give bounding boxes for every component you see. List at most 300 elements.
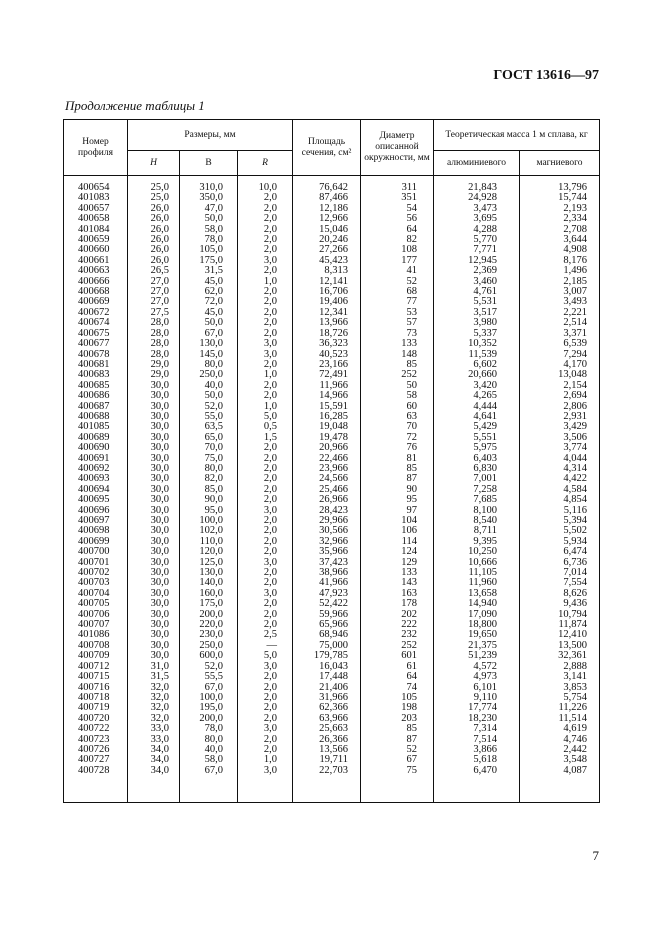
area-cell: 26,366 xyxy=(293,735,361,745)
aluminium-mass-cell: 19,650 xyxy=(434,630,520,640)
spacer-cell xyxy=(128,776,180,803)
r-cell: 2,0 xyxy=(238,381,293,391)
b-cell: 80,0 xyxy=(180,360,238,370)
h-cell: 28,0 xyxy=(128,318,180,328)
magnesium-mass-cell: 3,506 xyxy=(520,433,600,443)
b-cell: 85,0 xyxy=(180,485,238,495)
header-theoretical-mass: Теоретическая масса 1 м сплава, кг xyxy=(434,120,600,151)
aluminium-mass-cell: 3,473 xyxy=(434,204,520,214)
aluminium-mass-cell: 3,866 xyxy=(434,745,520,755)
diameter-cell: 203 xyxy=(361,714,434,724)
profile-number-cell: 400666 xyxy=(64,277,128,287)
h-cell: 26,5 xyxy=(128,266,180,276)
area-cell: 35,966 xyxy=(293,547,361,557)
b-cell: 75,0 xyxy=(180,454,238,464)
h-cell: 28,0 xyxy=(128,339,180,349)
h-cell: 30,0 xyxy=(128,526,180,536)
h-cell: 30,0 xyxy=(128,464,180,474)
area-cell: 40,523 xyxy=(293,350,361,360)
area-cell: 179,785 xyxy=(293,651,361,661)
diameter-cell: 72 xyxy=(361,433,434,443)
area-cell: 63,966 xyxy=(293,714,361,724)
profile-number-cell: 400678 xyxy=(64,350,128,360)
h-cell: 30,0 xyxy=(128,651,180,661)
table-row xyxy=(64,391,600,401)
area-cell: 47,923 xyxy=(293,589,361,599)
spacer-cell xyxy=(434,776,520,803)
r-cell: 2,0 xyxy=(238,308,293,318)
h-cell: 26,0 xyxy=(128,245,180,255)
diameter-cell: 124 xyxy=(361,547,434,557)
area-cell: 22,466 xyxy=(293,454,361,464)
aluminium-mass-cell: 9,395 xyxy=(434,537,520,547)
profile-number-cell: 400723 xyxy=(64,735,128,745)
aluminium-mass-cell: 2,369 xyxy=(434,266,520,276)
b-cell: 67,0 xyxy=(180,766,238,776)
r-cell: 3,0 xyxy=(238,256,293,266)
h-cell: 34,0 xyxy=(128,755,180,765)
b-cell: 50,0 xyxy=(180,214,238,224)
diameter-cell: 81 xyxy=(361,454,434,464)
magnesium-mass-cell: 32,361 xyxy=(520,651,600,661)
r-cell: 1,5 xyxy=(238,433,293,443)
header-area: Площадь сечения, см² xyxy=(293,120,361,176)
diameter-cell: 68 xyxy=(361,287,434,297)
diameter-cell: 351 xyxy=(361,193,434,203)
magnesium-mass-cell: 5,116 xyxy=(520,506,600,516)
r-cell: — xyxy=(238,641,293,651)
profile-number-cell: 400728 xyxy=(64,766,128,776)
magnesium-mass-cell: 5,754 xyxy=(520,693,600,703)
h-cell: 27,0 xyxy=(128,277,180,287)
aluminium-mass-cell: 4,973 xyxy=(434,672,520,682)
h-cell: 27,5 xyxy=(128,308,180,318)
diameter-cell: 252 xyxy=(361,641,434,651)
magnesium-mass-cell: 8,626 xyxy=(520,589,600,599)
profile-number-cell: 400696 xyxy=(64,506,128,516)
diameter-cell: 41 xyxy=(361,266,434,276)
b-cell: 80,0 xyxy=(180,735,238,745)
magnesium-mass-cell: 4,044 xyxy=(520,454,600,464)
b-cell: 95,0 xyxy=(180,506,238,516)
area-cell: 24,566 xyxy=(293,474,361,484)
aluminium-mass-cell: 5,618 xyxy=(434,755,520,765)
diameter-cell: 52 xyxy=(361,277,434,287)
diameter-cell: 67 xyxy=(361,755,434,765)
h-cell: 30,0 xyxy=(128,506,180,516)
r-cell: 2,0 xyxy=(238,297,293,307)
area-cell: 25,663 xyxy=(293,724,361,734)
b-cell: 63,5 xyxy=(180,422,238,432)
aluminium-mass-cell: 6,101 xyxy=(434,683,520,693)
profile-number-cell: 400692 xyxy=(64,464,128,474)
area-cell: 76,642 xyxy=(293,183,361,193)
h-cell: 28,0 xyxy=(128,350,180,360)
profile-number-cell: 400675 xyxy=(64,329,128,339)
table-row xyxy=(64,724,600,734)
aluminium-mass-cell: 7,685 xyxy=(434,495,520,505)
b-cell: 67,0 xyxy=(180,329,238,339)
b-cell: 55,5 xyxy=(180,672,238,682)
b-cell: 70,0 xyxy=(180,443,238,453)
diameter-cell: 70 xyxy=(361,422,434,432)
profile-number-cell: 400709 xyxy=(64,651,128,661)
b-cell: 40,0 xyxy=(180,381,238,391)
aluminium-mass-cell: 7,314 xyxy=(434,724,520,734)
h-cell: 26,0 xyxy=(128,214,180,224)
diameter-cell: 56 xyxy=(361,214,434,224)
header-h: H xyxy=(128,151,180,176)
profile-number-cell: 400654 xyxy=(64,183,128,193)
r-cell: 2,0 xyxy=(238,391,293,401)
area-cell: 23,166 xyxy=(293,360,361,370)
magnesium-mass-cell: 2,442 xyxy=(520,745,600,755)
area-cell: 19,048 xyxy=(293,422,361,432)
h-cell: 30,0 xyxy=(128,474,180,484)
profile-number-cell: 400661 xyxy=(64,256,128,266)
h-cell: 30,0 xyxy=(128,578,180,588)
area-cell: 14,966 xyxy=(293,391,361,401)
area-cell: 11,966 xyxy=(293,381,361,391)
r-cell: 3,0 xyxy=(238,506,293,516)
magnesium-mass-cell: 4,619 xyxy=(520,724,600,734)
aluminium-mass-cell: 18,230 xyxy=(434,714,520,724)
b-cell: 40,0 xyxy=(180,745,238,755)
area-cell: 19,478 xyxy=(293,433,361,443)
r-cell: 2,0 xyxy=(238,537,293,547)
diameter-cell: 97 xyxy=(361,506,434,516)
aluminium-mass-cell: 7,001 xyxy=(434,474,520,484)
h-cell: 29,0 xyxy=(128,360,180,370)
b-cell: 130,0 xyxy=(180,339,238,349)
magnesium-mass-cell: 13,048 xyxy=(520,370,600,380)
area-cell: 16,706 xyxy=(293,287,361,297)
profile-number-cell: 400690 xyxy=(64,443,128,453)
header-dimensions: Размеры, мм xyxy=(128,120,293,151)
b-cell: 67,0 xyxy=(180,683,238,693)
diameter-cell: 64 xyxy=(361,672,434,682)
profile-number-cell: 400715 xyxy=(64,672,128,682)
magnesium-mass-cell: 12,410 xyxy=(520,630,600,640)
spacer-cell xyxy=(238,776,293,803)
magnesium-mass-cell: 6,539 xyxy=(520,339,600,349)
magnesium-mass-cell: 13,500 xyxy=(520,641,600,651)
aluminium-mass-cell: 11,960 xyxy=(434,578,520,588)
r-cell: 10,0 xyxy=(238,183,293,193)
b-cell: 47,0 xyxy=(180,204,238,214)
area-cell: 15,591 xyxy=(293,402,361,412)
magnesium-mass-cell: 2,694 xyxy=(520,391,600,401)
b-cell: 55,0 xyxy=(180,412,238,422)
diameter-cell: 60 xyxy=(361,402,434,412)
magnesium-mass-cell: 3,548 xyxy=(520,755,600,765)
h-cell: 30,0 xyxy=(128,610,180,620)
table-body xyxy=(64,176,600,803)
r-cell: 2,0 xyxy=(238,193,293,203)
diameter-cell: 198 xyxy=(361,703,434,713)
h-cell: 32,0 xyxy=(128,693,180,703)
h-cell: 32,0 xyxy=(128,714,180,724)
h-cell: 30,0 xyxy=(128,537,180,547)
b-cell: 52,0 xyxy=(180,402,238,412)
r-cell: 2,0 xyxy=(238,225,293,235)
magnesium-mass-cell: 2,221 xyxy=(520,308,600,318)
h-cell: 33,0 xyxy=(128,724,180,734)
r-cell: 5,0 xyxy=(238,412,293,422)
r-cell: 2,0 xyxy=(238,204,293,214)
aluminium-mass-cell: 14,940 xyxy=(434,599,520,609)
magnesium-mass-cell: 3,644 xyxy=(520,235,600,245)
h-cell: 30,0 xyxy=(128,485,180,495)
magnesium-mass-cell: 4,746 xyxy=(520,735,600,745)
aluminium-mass-cell: 4,641 xyxy=(434,412,520,422)
r-cell: 1,0 xyxy=(238,755,293,765)
magnesium-mass-cell: 3,141 xyxy=(520,672,600,682)
aluminium-mass-cell: 3,420 xyxy=(434,381,520,391)
header-magnesium: магниевого xyxy=(520,151,600,176)
r-cell: 2,0 xyxy=(238,329,293,339)
profile-number-cell: 400706 xyxy=(64,610,128,620)
magnesium-mass-cell: 3,853 xyxy=(520,683,600,693)
b-cell: 310,0 xyxy=(180,183,238,193)
r-cell: 2,0 xyxy=(238,735,293,745)
h-cell: 30,0 xyxy=(128,454,180,464)
aluminium-mass-cell: 3,460 xyxy=(434,277,520,287)
diameter-cell: 87 xyxy=(361,474,434,484)
diameter-cell: 64 xyxy=(361,225,434,235)
r-cell: 2,0 xyxy=(238,235,293,245)
h-cell: 34,0 xyxy=(128,745,180,755)
spacer-cell xyxy=(180,776,238,803)
magnesium-mass-cell: 13,796 xyxy=(520,183,600,193)
r-cell: 3,0 xyxy=(238,558,293,568)
h-cell: 27,0 xyxy=(128,287,180,297)
document-header: ГОСТ 13616—97 xyxy=(493,68,599,83)
b-cell: 130,0 xyxy=(180,568,238,578)
diameter-cell: 85 xyxy=(361,724,434,734)
diameter-cell: 163 xyxy=(361,589,434,599)
profile-number-cell: 400659 xyxy=(64,235,128,245)
r-cell: 2,0 xyxy=(238,474,293,484)
profile-number-cell: 400672 xyxy=(64,308,128,318)
diameter-cell: 114 xyxy=(361,537,434,547)
profile-number-cell: 400712 xyxy=(64,662,128,672)
diameter-cell: 601 xyxy=(361,651,434,661)
r-cell: 2,0 xyxy=(238,599,293,609)
spacer-cell xyxy=(520,776,600,803)
magnesium-mass-cell: 11,514 xyxy=(520,714,600,724)
diameter-cell: 77 xyxy=(361,297,434,307)
magnesium-mass-cell: 8,176 xyxy=(520,256,600,266)
area-cell: 21,406 xyxy=(293,683,361,693)
h-cell: 30,0 xyxy=(128,630,180,640)
area-cell: 29,966 xyxy=(293,516,361,526)
aluminium-mass-cell: 20,660 xyxy=(434,370,520,380)
magnesium-mass-cell: 4,584 xyxy=(520,485,600,495)
b-cell: 200,0 xyxy=(180,714,238,724)
aluminium-mass-cell: 5,337 xyxy=(434,329,520,339)
profile-number-cell: 401085 xyxy=(64,422,128,432)
h-cell: 34,0 xyxy=(128,766,180,776)
diameter-cell: 61 xyxy=(361,662,434,672)
aluminium-mass-cell: 5,551 xyxy=(434,433,520,443)
area-cell: 36,323 xyxy=(293,339,361,349)
aluminium-mass-cell: 13,658 xyxy=(434,589,520,599)
b-cell: 100,0 xyxy=(180,693,238,703)
profile-number-cell: 400722 xyxy=(64,724,128,734)
aluminium-mass-cell: 10,250 xyxy=(434,547,520,557)
b-cell: 110,0 xyxy=(180,537,238,547)
aluminium-mass-cell: 17,090 xyxy=(434,610,520,620)
b-cell: 65,0 xyxy=(180,433,238,443)
profile-number-cell: 400683 xyxy=(64,370,128,380)
magnesium-mass-cell: 2,931 xyxy=(520,412,600,422)
r-cell: 2,0 xyxy=(238,714,293,724)
profile-number-cell: 400663 xyxy=(64,266,128,276)
profile-number-cell: 400698 xyxy=(64,526,128,536)
magnesium-mass-cell: 7,554 xyxy=(520,578,600,588)
profile-number-cell: 401084 xyxy=(64,225,128,235)
table-continuation-caption: Продолжение таблицы 1 xyxy=(65,98,205,113)
aluminium-mass-cell: 8,540 xyxy=(434,516,520,526)
area-cell: 12,966 xyxy=(293,214,361,224)
b-cell: 58,0 xyxy=(180,755,238,765)
profile-number-cell: 400686 xyxy=(64,391,128,401)
r-cell: 3,0 xyxy=(238,350,293,360)
area-cell: 20,246 xyxy=(293,235,361,245)
profile-number-cell: 400677 xyxy=(64,339,128,349)
h-cell: 29,0 xyxy=(128,370,180,380)
header-aluminium: алюминиевого xyxy=(434,151,520,176)
aluminium-mass-cell: 17,774 xyxy=(434,703,520,713)
area-cell: 41,966 xyxy=(293,578,361,588)
magnesium-mass-cell: 5,502 xyxy=(520,526,600,536)
aluminium-mass-cell: 5,531 xyxy=(434,297,520,307)
header-b: B xyxy=(180,151,238,176)
h-cell: 30,0 xyxy=(128,412,180,422)
profile-number-cell: 400691 xyxy=(64,454,128,464)
diameter-cell: 95 xyxy=(361,495,434,505)
table-row xyxy=(64,443,600,453)
diameter-cell: 52 xyxy=(361,745,434,755)
r-cell: 2,0 xyxy=(238,318,293,328)
profile-number-cell: 400658 xyxy=(64,214,128,224)
page-number: 7 xyxy=(592,848,599,863)
profile-number-cell: 400688 xyxy=(64,412,128,422)
magnesium-mass-cell: 6,474 xyxy=(520,547,600,557)
area-cell: 25,466 xyxy=(293,485,361,495)
profile-number-cell: 400718 xyxy=(64,693,128,703)
magnesium-mass-cell: 4,854 xyxy=(520,495,600,505)
r-cell: 2,0 xyxy=(238,568,293,578)
profile-number-cell: 400674 xyxy=(64,318,128,328)
diameter-cell: 202 xyxy=(361,610,434,620)
magnesium-mass-cell: 4,908 xyxy=(520,245,600,255)
profile-number-cell: 400681 xyxy=(64,360,128,370)
h-cell: 30,0 xyxy=(128,599,180,609)
h-cell: 30,0 xyxy=(128,589,180,599)
b-cell: 45,0 xyxy=(180,277,238,287)
magnesium-mass-cell: 3,774 xyxy=(520,443,600,453)
aluminium-mass-cell: 6,470 xyxy=(434,766,520,776)
diameter-cell: 53 xyxy=(361,308,434,318)
diameter-cell: 104 xyxy=(361,516,434,526)
profile-number-cell: 400685 xyxy=(64,381,128,391)
r-cell: 2,0 xyxy=(238,266,293,276)
area-cell: 17,448 xyxy=(293,672,361,682)
area-cell: 62,366 xyxy=(293,703,361,713)
magnesium-mass-cell: 3,493 xyxy=(520,297,600,307)
profile-number-cell: 401083 xyxy=(64,193,128,203)
r-cell: 2,0 xyxy=(238,516,293,526)
diameter-cell: 106 xyxy=(361,526,434,536)
b-cell: 52,0 xyxy=(180,662,238,672)
diameter-cell: 129 xyxy=(361,558,434,568)
r-cell: 2,0 xyxy=(238,672,293,682)
magnesium-mass-cell: 2,185 xyxy=(520,277,600,287)
h-cell: 30,0 xyxy=(128,641,180,651)
profiles-table xyxy=(63,119,600,803)
h-cell: 30,0 xyxy=(128,620,180,630)
area-cell: 37,423 xyxy=(293,558,361,568)
diameter-cell: 105 xyxy=(361,693,434,703)
b-cell: 220,0 xyxy=(180,620,238,630)
area-cell: 26,966 xyxy=(293,495,361,505)
b-cell: 125,0 xyxy=(180,558,238,568)
magnesium-mass-cell: 1,496 xyxy=(520,266,600,276)
profile-number-cell: 400705 xyxy=(64,599,128,609)
area-cell: 12,341 xyxy=(293,308,361,318)
header-profile-number: Номер профиля xyxy=(64,120,128,176)
h-cell: 32,0 xyxy=(128,683,180,693)
magnesium-mass-cell: 2,514 xyxy=(520,318,600,328)
magnesium-mass-cell: 2,334 xyxy=(520,214,600,224)
b-cell: 230,0 xyxy=(180,630,238,640)
diameter-cell: 90 xyxy=(361,485,434,495)
area-cell: 27,266 xyxy=(293,245,361,255)
diameter-cell: 85 xyxy=(361,360,434,370)
area-cell: 20,966 xyxy=(293,443,361,453)
spacer-cell xyxy=(293,776,361,803)
spacer-cell xyxy=(361,176,434,184)
h-cell: 30,0 xyxy=(128,422,180,432)
h-cell: 30,0 xyxy=(128,568,180,578)
b-cell: 250,0 xyxy=(180,370,238,380)
aluminium-mass-cell: 9,110 xyxy=(434,693,520,703)
area-cell: 18,726 xyxy=(293,329,361,339)
r-cell: 2,0 xyxy=(238,360,293,370)
aluminium-mass-cell: 4,288 xyxy=(434,225,520,235)
profile-number-cell: 400668 xyxy=(64,287,128,297)
aluminium-mass-cell: 7,771 xyxy=(434,245,520,255)
r-cell: 2,0 xyxy=(238,287,293,297)
b-cell: 105,0 xyxy=(180,245,238,255)
aluminium-mass-cell: 11,539 xyxy=(434,350,520,360)
b-cell: 200,0 xyxy=(180,610,238,620)
profile-number-cell: 400726 xyxy=(64,745,128,755)
magnesium-mass-cell: 6,736 xyxy=(520,558,600,568)
b-cell: 140,0 xyxy=(180,578,238,588)
area-cell: 12,186 xyxy=(293,204,361,214)
b-cell: 31,5 xyxy=(180,266,238,276)
b-cell: 250,0 xyxy=(180,641,238,651)
aluminium-mass-cell: 6,830 xyxy=(434,464,520,474)
profile-number-cell: 400700 xyxy=(64,547,128,557)
area-cell: 75,000 xyxy=(293,641,361,651)
area-cell: 45,423 xyxy=(293,256,361,266)
h-cell: 26,0 xyxy=(128,235,180,245)
area-cell: 87,466 xyxy=(293,193,361,203)
